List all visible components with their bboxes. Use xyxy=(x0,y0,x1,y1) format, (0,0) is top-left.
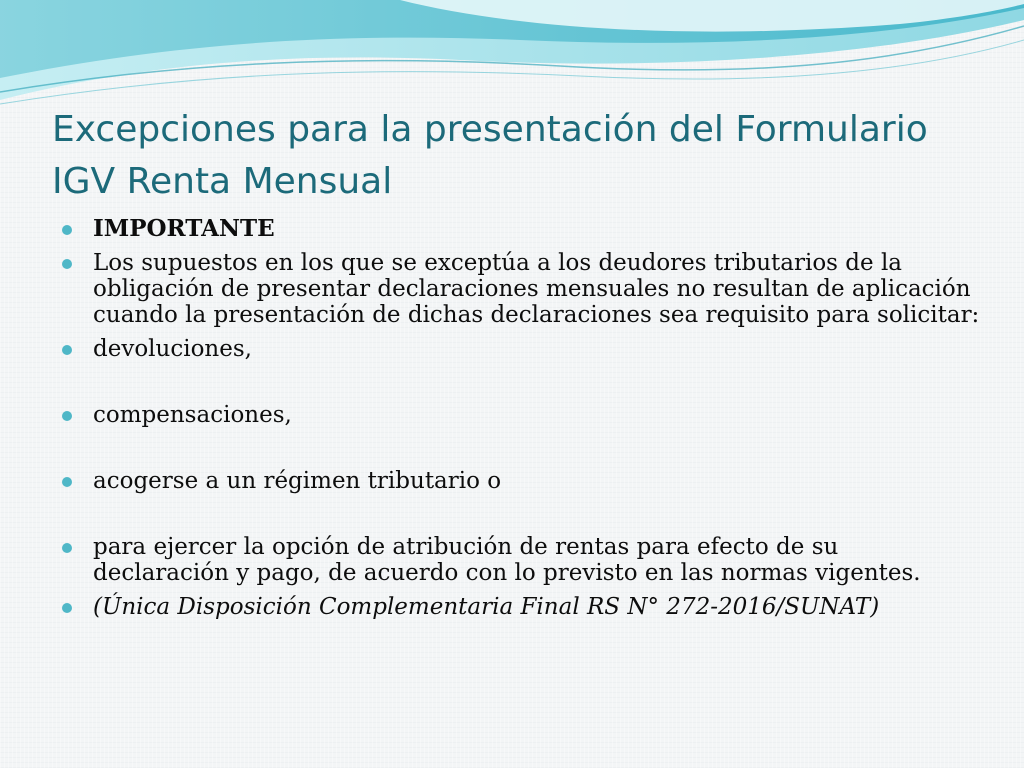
bullet-dot-icon xyxy=(62,603,72,613)
bullet-dot-icon xyxy=(62,543,72,553)
slide-title-line-2: IGV Renta Mensual xyxy=(52,161,393,202)
bullet-dot-icon xyxy=(62,225,72,235)
bullet-dot-icon xyxy=(62,345,72,355)
bullet-item-regimen xyxy=(60,468,980,494)
bullet-item-compensaciones xyxy=(60,402,980,428)
bullet-text: (Única Disposición Complementaria Final RS N° 272-2016/SUNAT) xyxy=(93,594,880,620)
slide-title-line-1: Excepciones para la presentación del Formulario xyxy=(52,109,928,150)
bullet-item-atribucion xyxy=(60,534,980,586)
bullet-dot-icon xyxy=(62,259,72,269)
bullet-item-disposicion xyxy=(60,594,980,620)
bullet-text: IMPORTANTE xyxy=(93,215,275,242)
bullet-text: acogerse a un régimen tributario o xyxy=(93,468,502,494)
bullet-text: Los supuestos en los que se exceptúa a los deudores tributarios de la obligación de presentar declaraciones mensuales no resultan de aplicación cuando la presentación de dichas declaraciones sea requisito para solicitar: xyxy=(93,250,980,328)
bullet-item-importante xyxy=(60,216,980,242)
header-wave-decoration xyxy=(0,0,1024,120)
bullet-list xyxy=(60,216,980,628)
bullet-text: devoluciones, xyxy=(93,336,252,362)
bullet-dot-icon xyxy=(62,477,72,487)
bullet-dot-icon xyxy=(62,411,72,421)
bullet-item-supuestos xyxy=(60,250,980,328)
slide-title xyxy=(52,104,992,208)
bullet-text: compensaciones, xyxy=(93,402,292,428)
bullet-item-devoluciones xyxy=(60,336,980,362)
bullet-text: para ejercer la opción de atribución de rentas para efecto de su declaración y pago, de acuerdo con lo previsto en las normas vigentes. xyxy=(93,534,921,586)
